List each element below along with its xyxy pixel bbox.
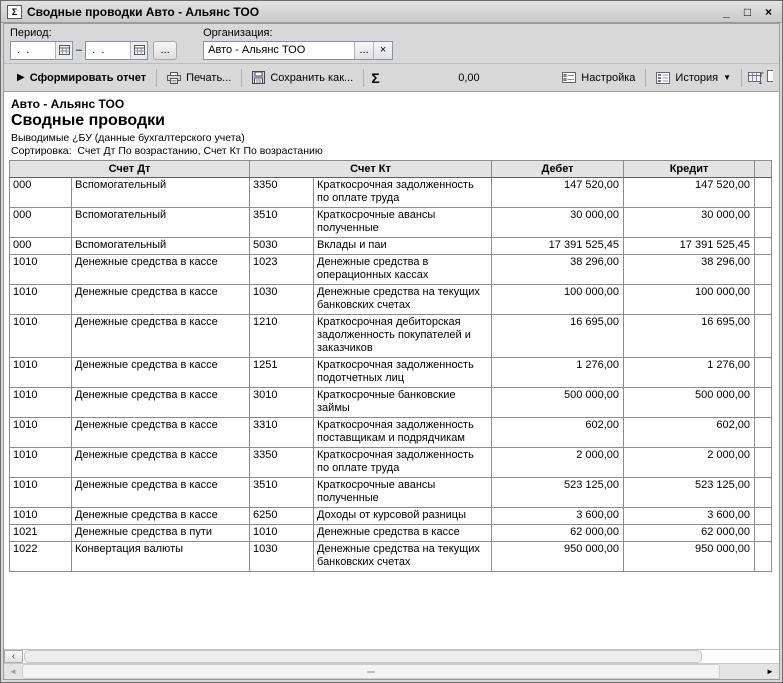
kt-code-cell[interactable]: 1023 <box>250 255 314 285</box>
period-more-button[interactable]: ... <box>153 41 177 60</box>
table-row <box>10 478 772 508</box>
debit-cell[interactable]: 500 000,00 <box>492 388 624 418</box>
table-row <box>10 315 772 358</box>
table-row <box>10 542 772 572</box>
title-bar <box>1 1 782 23</box>
kt-code-cell[interactable]: 1010 <box>250 525 314 542</box>
kt-code-cell[interactable]: 3350 <box>250 178 314 208</box>
spacer-cell <box>755 315 772 358</box>
export-table-button[interactable] <box>745 67 767 89</box>
settings-form-icon <box>562 72 576 83</box>
dt-name-cell[interactable]: Денежные средства в пути <box>72 525 250 542</box>
play-icon: ▶ <box>17 72 25 83</box>
generate-report-button[interactable]: ▶ Сформировать отчет <box>10 68 153 88</box>
kt-name-cell[interactable]: Вклады и паи <box>314 238 492 255</box>
kt-code-cell[interactable]: 1210 <box>250 315 314 358</box>
credit-cell[interactable]: 38 296,00 <box>624 255 755 285</box>
table-row <box>10 358 772 388</box>
dt-code-cell[interactable]: 1010 <box>10 508 72 525</box>
spacer-cell <box>755 478 772 508</box>
toolbar-separator <box>156 69 157 87</box>
dt-name-cell[interactable]: Конвертация валюты <box>72 542 250 572</box>
print-button[interactable]: Печать... <box>160 68 238 88</box>
sum-sigma-icon[interactable]: Σ <box>371 69 380 86</box>
dt-name-cell[interactable]: Денежные средства в кассе <box>72 448 250 478</box>
credit-cell[interactable]: 602,00 <box>624 418 755 448</box>
table-row <box>10 208 772 238</box>
debit-cell[interactable]: 38 296,00 <box>492 255 624 285</box>
report-table-body <box>10 178 772 572</box>
report-sort-line: Сортировка: Счет Дт По возрастанию, Счет Кт По возрастанию <box>11 145 323 157</box>
table-row <box>10 238 772 255</box>
scroll-collapse-button[interactable]: ‹ <box>4 650 23 663</box>
credit-cell[interactable]: 30 000,00 <box>624 208 755 238</box>
settings-button[interactable]: Настройка <box>555 68 642 88</box>
save-as-button[interactable]: Сохранить как... <box>245 67 360 88</box>
header-spacer <box>755 161 772 178</box>
kt-name-cell[interactable]: Краткосрочные банковские займы <box>314 388 492 418</box>
spacer-cell <box>755 255 772 285</box>
spacer-cell <box>755 525 772 542</box>
toolbar-separator <box>645 69 646 87</box>
credit-cell[interactable]: 1 276,00 <box>624 358 755 388</box>
credit-cell[interactable]: 100 000,00 <box>624 285 755 315</box>
kt-code-cell[interactable]: 1251 <box>250 358 314 388</box>
kt-name-cell[interactable]: Краткосрочная задолженность подотчетных лиц <box>314 358 492 388</box>
scroll-left-icon[interactable]: ◄ <box>4 664 22 679</box>
period-group <box>10 26 177 60</box>
period-to-input[interactable] <box>86 42 130 59</box>
kt-code-cell[interactable]: 1030 <box>250 542 314 572</box>
spacer-cell <box>755 238 772 255</box>
credit-cell[interactable]: 17 391 525,45 <box>624 238 755 255</box>
history-list-icon <box>656 72 670 84</box>
credit-cell[interactable]: 147 520,00 <box>624 178 755 208</box>
spacer-cell <box>755 448 772 478</box>
kt-name-cell[interactable]: Краткосрочные авансы полученные <box>314 478 492 508</box>
kt-name-cell[interactable]: Денежные средства в кассе <box>314 525 492 542</box>
spacer-cell <box>755 358 772 388</box>
debit-cell[interactable]: 30 000,00 <box>492 208 624 238</box>
kt-name-cell[interactable]: Денежные средства в операционных кассах <box>314 255 492 285</box>
table-row <box>10 448 772 478</box>
debit-cell[interactable]: 602,00 <box>492 418 624 448</box>
report-area <box>4 92 779 649</box>
period-from-field <box>10 41 73 60</box>
spacer-cell <box>755 418 772 448</box>
spacer-cell <box>755 542 772 572</box>
scrollbar-track[interactable] <box>720 664 761 679</box>
dt-code-cell[interactable]: 1010 <box>10 315 72 358</box>
minimize-button[interactable]: _ <box>723 4 730 19</box>
kt-name-cell[interactable]: Денежные средства на текущих банковских счетах <box>314 285 492 315</box>
toolbar <box>4 63 779 92</box>
period-range-dash: – <box>76 44 83 56</box>
kt-code-cell[interactable]: 3310 <box>250 418 314 448</box>
dt-code-cell[interactable]: 1010 <box>10 478 72 508</box>
report-title: Сводные проводки <box>11 112 165 129</box>
dt-name-cell[interactable]: Денежные средства в кассе <box>72 478 250 508</box>
spacer-cell <box>755 285 772 315</box>
dt-name-cell[interactable]: Денежные средства в кассе <box>72 388 250 418</box>
table-row <box>10 255 772 285</box>
period-from-input[interactable] <box>11 42 55 59</box>
maximize-button[interactable]: □ <box>743 4 752 19</box>
organization-field <box>203 41 393 60</box>
dt-code-cell[interactable]: 1010 <box>10 358 72 388</box>
table-row <box>10 418 772 448</box>
close-button[interactable]: × <box>764 4 772 19</box>
kt-code-cell[interactable]: 5030 <box>250 238 314 255</box>
credit-cell[interactable]: 3 600,00 <box>624 508 755 525</box>
dt-name-cell[interactable]: Вспомогательный <box>72 208 250 238</box>
table-header-row <box>10 161 772 178</box>
dt-code-cell[interactable]: 1010 <box>10 285 72 315</box>
table-row <box>10 508 772 525</box>
table-row <box>10 285 772 315</box>
organization-input[interactable] <box>204 42 354 59</box>
kt-code-cell[interactable]: 3350 <box>250 448 314 478</box>
spacer-cell <box>755 388 772 418</box>
scroll-right-icon[interactable]: ► <box>761 664 779 679</box>
debit-cell[interactable]: 147 520,00 <box>492 178 624 208</box>
kt-code-cell[interactable]: 3510 <box>250 208 314 238</box>
kt-code-cell[interactable]: 3010 <box>250 388 314 418</box>
dt-code-cell[interactable]: 1010 <box>10 388 72 418</box>
postings-table <box>9 160 772 572</box>
dt-name-cell[interactable]: Денежные средства в кассе <box>72 255 250 285</box>
dt-name-cell[interactable]: Вспомогательный <box>72 178 250 208</box>
inner-hscrollbar-thumb[interactable] <box>24 650 702 663</box>
debit-cell[interactable]: 523 125,00 <box>492 478 624 508</box>
dt-name-cell[interactable]: Денежные средства в кассе <box>72 285 250 315</box>
dt-name-cell[interactable]: Вспомогательный <box>72 238 250 255</box>
chevron-down-icon: ▼ <box>723 73 731 82</box>
debit-cell[interactable]: 3 600,00 <box>492 508 624 525</box>
printer-icon <box>167 72 181 84</box>
credit-cell[interactable]: 950 000,00 <box>624 542 755 572</box>
sum-value: 0,00 <box>458 71 480 84</box>
dt-code-cell[interactable]: 1010 <box>10 255 72 285</box>
debit-cell[interactable]: 62 000,00 <box>492 525 624 542</box>
spacer-cell <box>755 178 772 208</box>
dt-code-cell[interactable]: 1010 <box>10 448 72 478</box>
kt-name-cell[interactable]: Краткосрочные авансы полученные <box>314 208 492 238</box>
dt-name-cell[interactable]: Денежные средства в кассе <box>72 315 250 358</box>
table-row <box>10 178 772 208</box>
table-row <box>10 388 772 418</box>
organization-label: Организация: <box>203 27 273 39</box>
dt-code-cell[interactable]: 000 <box>10 238 72 255</box>
credit-cell[interactable]: 500 000,00 <box>624 388 755 418</box>
filter-panel <box>4 24 779 63</box>
dt-code-cell[interactable]: 1021 <box>10 525 72 542</box>
spacer-cell <box>755 508 772 525</box>
kt-name-cell[interactable]: Краткосрочная задолженность по оплате труда <box>314 448 492 478</box>
history-button[interactable]: История ▼ <box>649 68 738 88</box>
debit-cell[interactable]: 16 695,00 <box>492 315 624 358</box>
kt-name-cell[interactable]: Краткосрочная дебиторская задолженность покупателей и заказчиков <box>314 315 492 358</box>
dt-name-cell[interactable]: Денежные средства в кассе <box>72 508 250 525</box>
table-row <box>10 525 772 542</box>
debit-cell[interactable]: 17 391 525,45 <box>492 238 624 255</box>
report-sigma-icon: Σ <box>7 5 22 19</box>
debit-cell[interactable]: 950 000,00 <box>492 542 624 572</box>
debit-cell[interactable]: 2 000,00 <box>492 448 624 478</box>
window-title: Сводные проводки Авто - Альянс ТОО <box>27 4 260 19</box>
report-data-line: Выводимые ¿БУ (данные бухгалтерского учета) <box>11 132 245 144</box>
inner-hscrollbar <box>4 649 779 663</box>
period-to-field <box>85 41 148 60</box>
dt-code-cell[interactable]: 1022 <box>10 542 72 572</box>
dt-name-cell[interactable]: Денежные средства в кассе <box>72 358 250 388</box>
organization-clear-button[interactable]: × <box>373 42 392 59</box>
credit-cell[interactable]: 62 000,00 <box>624 525 755 542</box>
thumb-grip <box>367 671 375 673</box>
period-label: Период: <box>10 27 52 39</box>
dt-code-cell[interactable]: 000 <box>10 208 72 238</box>
kt-code-cell[interactable]: 6250 <box>250 508 314 525</box>
header-dt[interactable]: Счет Дт <box>10 161 250 178</box>
floppy-disk-icon <box>252 71 265 84</box>
calendar-icon[interactable] <box>55 42 72 59</box>
header-kt[interactable]: Счет Кт <box>250 161 492 178</box>
spacer-cell <box>755 208 772 238</box>
clipped-toolbar-icon[interactable] <box>767 70 773 85</box>
dt-code-cell[interactable]: 000 <box>10 178 72 208</box>
credit-cell[interactable]: 523 125,00 <box>624 478 755 508</box>
client-area <box>3 23 780 680</box>
credit-cell[interactable]: 16 695,00 <box>624 315 755 358</box>
dt-name-cell[interactable]: Денежные средства в кассе <box>72 418 250 448</box>
kt-code-cell[interactable]: 3510 <box>250 478 314 508</box>
kt-name-cell[interactable]: Краткосрочная задолженность поставщикам и подрядчикам <box>314 418 492 448</box>
dt-code-cell[interactable]: 1010 <box>10 418 72 448</box>
toolbar-separator <box>363 69 364 87</box>
kt-name-cell[interactable]: Доходы от курсовой разницы <box>314 508 492 525</box>
horizontal-scrollbar <box>4 663 779 679</box>
debit-cell[interactable]: 100 000,00 <box>492 285 624 315</box>
organization-group <box>203 26 393 60</box>
credit-cell[interactable]: 2 000,00 <box>624 448 755 478</box>
table-export-icon <box>748 71 764 85</box>
calendar-icon[interactable] <box>130 42 147 59</box>
horizontal-scrollbar-thumb[interactable] <box>22 664 720 679</box>
toolbar-separator <box>741 69 742 87</box>
header-credit[interactable]: Кредит <box>624 161 755 178</box>
kt-name-cell[interactable]: Денежные средства на текущих банковских счетах <box>314 542 492 572</box>
kt-name-cell[interactable]: Краткосрочная задолженность по оплате труда <box>314 178 492 208</box>
kt-code-cell[interactable]: 1030 <box>250 285 314 315</box>
report-organization: Авто - Альянс ТОО <box>11 97 125 111</box>
organization-select-button[interactable]: ... <box>354 42 373 59</box>
toolbar-separator <box>241 69 242 87</box>
header-debit[interactable]: Дебет <box>492 161 624 178</box>
debit-cell[interactable]: 1 276,00 <box>492 358 624 388</box>
